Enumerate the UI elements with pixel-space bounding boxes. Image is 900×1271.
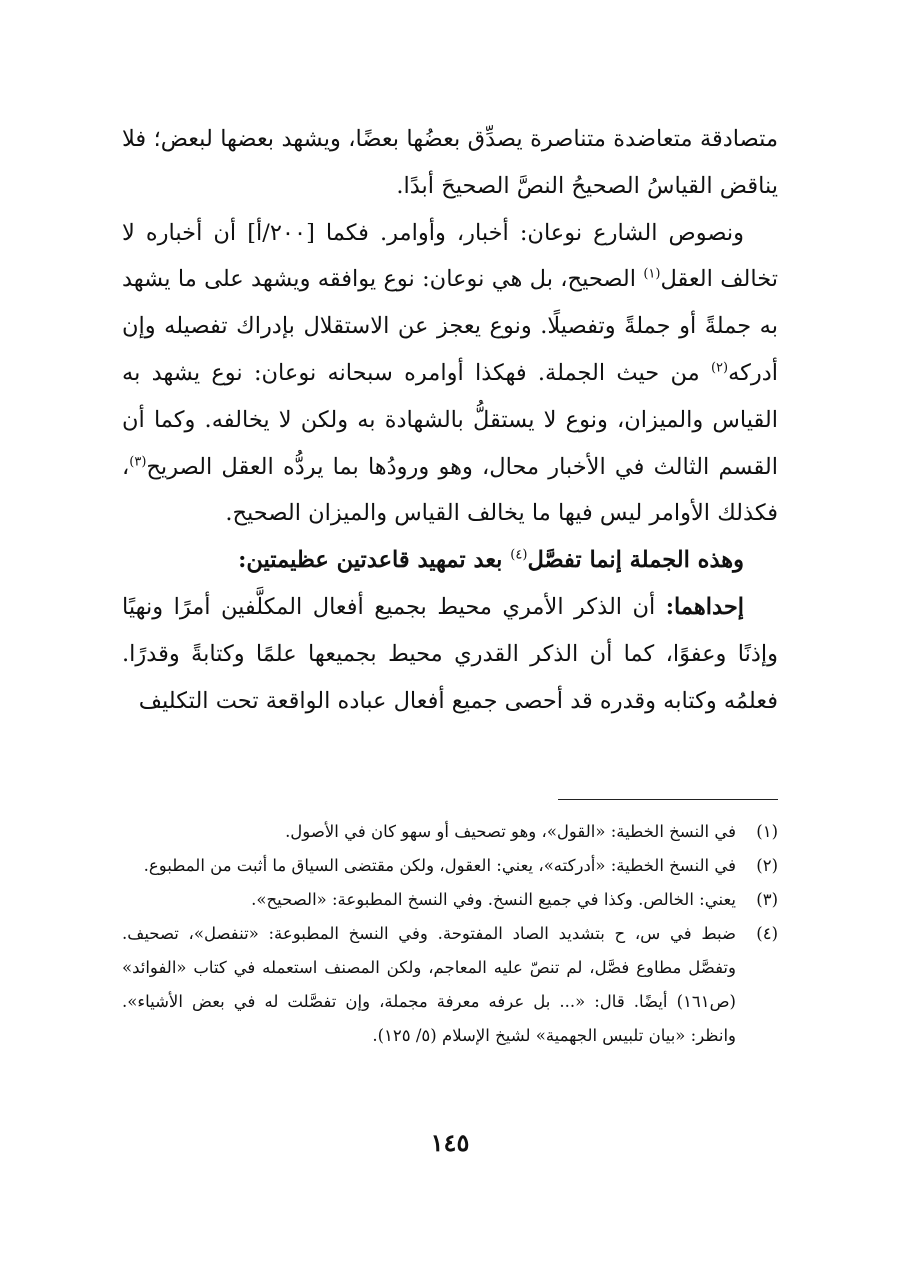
paragraph-rule-one [122,584,778,724]
footnote-ref-1: (١) [643,266,661,282]
footnote-separator [558,799,778,800]
footnote-ref-2: (٢) [710,360,729,376]
footnote-number: (٤) [756,924,778,943]
rule-one-lead: إحداهما: [665,593,744,620]
footnote-1 [122,815,778,849]
footnotes [122,815,778,1053]
footnote-ref-3: (٣) [129,454,147,470]
footnote-text: ضبط في س، ح بتشديد الصاد المفتوحة. وفي النسخ المطبوعة: «تنفصل»، تصحيف. وتفصَّل مطاوع فصَّل، لم تنصّ عليه المعاجم، ولكن المصنف استعمله في كتاب «الفوائد» (ص١٦١) أيضًا. قال: «... بل عرفه معرفة مجملة، وإن تفصَّلت له في بعض الأشياء». وانظر: «بيان تلبيس الجهمية» لشيخ الإسلام (٥/ ١٢٥). [122,924,736,1045]
footnote-4 [122,917,778,1053]
page-number: ١٤٥ [430,1128,470,1157]
paragraph-2 [122,210,778,538]
heading-part-2: بعد تمهيد قاعدتين عظيمتين: [238,547,511,574]
main-text [122,116,778,724]
footnote-number: (٢) [756,856,778,875]
paragraph-2-part-4: ، فكذلك الأوامر ليس فيها ما يخالف القياس والميزان الصحيح. [122,453,778,527]
section-heading [122,537,778,584]
rule-one-text: أن الذكر الأمري محيط بجميع أفعال المكلَّفين أمرًا ونهيًا وإذنًا وعفوًا، كما أن الذكر القدري محيط بجميعها علمًا وكتابةً وقدرًا. فعلمُه وكتابه وقدره قد أحصى جميع أفعال عباده الواقعة تحت التكليف [122,593,778,714]
paragraph-1: متصادقة متعاضدة متناصرة يصدِّق بعضُها بعضًا، ويشهد بعضها لبعض؛ فلا يناقض القياسُ الصحيحُ النصَّ الصحيحَ أبدًا. [122,126,778,199]
paragraph-2-part-1: ونصوص الشارع نوعان: أخبار، وأوامر. فكما [٢٠٠/أ] أن أخباره لا تخالف العقل [122,219,778,293]
footnote-text: في النسخ الخطية: «القول»، وهو تصحيف أو سهو كان في الأصول. [285,822,736,841]
paragraph-2-part-3: من حيث الجملة. فهكذا أوامره سبحانه نوعان: نوع يشهد به القياس والميزان، ونوع لا يستقلُّ بالشهادة به ولكن لا يخالفه. وكما أن القسم الثالث في الأخبار محال، وهو ورودُها بما يردُّه العقل الصريح [122,359,778,480]
heading-part-1: وهذه الجملة إنما تفصَّل [527,547,744,574]
footnote-number: (٣) [756,890,778,909]
footnote-text: في النسخ الخطية: «أدركته»، يعني: العقول، ولكن مقتضى السياق ما أثبت من المطبوع. [143,856,736,875]
footnote-2 [122,849,778,883]
paragraph-2-part-2: الصحيح، بل هي نوعان: نوع يوافقه ويشهد على ما يشهد به جملةً أو جملةً وتفصيلًا. ونوع يعجز عن الاستقلال بإدراك تفصيله وإن أدركه [122,266,778,386]
footnote-text: يعني: الخالص. وكذا في جميع النسخ. وفي النسخ المطبوعة: «الصحيح». [251,890,736,909]
footnote-ref-4: (٤) [510,547,528,563]
footnote-number: (١) [756,822,778,841]
footnote-3 [122,883,778,917]
